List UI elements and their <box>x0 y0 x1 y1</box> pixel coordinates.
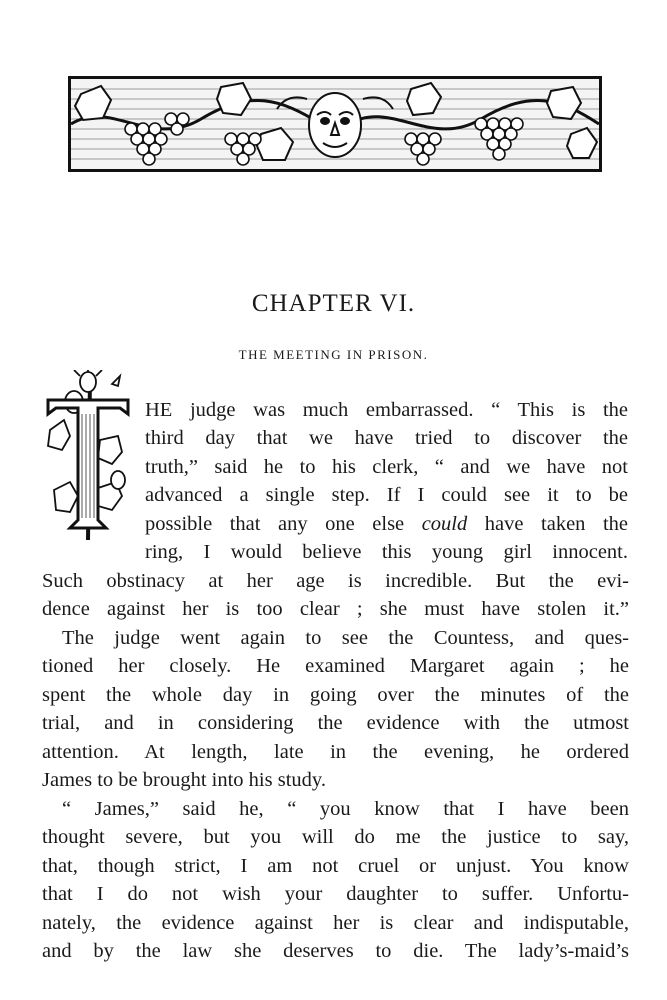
text-line: “ James,” said he, “ you know that I have been <box>62 798 629 820</box>
grape-vine-headpiece-illustration <box>68 76 602 172</box>
text-line: advanced a single step. If I could see it to be <box>145 484 628 506</box>
text-line: that I do not wish your daughter to suffer. Unfortu- <box>42 883 629 905</box>
chapter-subtitle: THE MEETING IN PRISON. <box>238 347 429 362</box>
text-line: truth,” said he to his clerk, “ and we have not <box>145 456 628 478</box>
text-line: attention. At length, late in the evening, he ordered <box>42 741 629 763</box>
text-line: that, though strict, I am not cruel or unjust. You know <box>42 855 629 877</box>
text-line: possible that any one else could have taken the <box>145 513 628 535</box>
text-line: and by the law she deserves to die. The lady’s-maid’s <box>42 940 629 962</box>
text-line: thought severe, but you will do me the justice to say, <box>42 826 629 848</box>
text-line: James to be brought into his study. <box>42 769 326 791</box>
text-line: HE judge was much embarrassed. “ This is the <box>145 399 628 421</box>
text-line: spent the whole day in going over the minutes of the <box>42 684 629 706</box>
text-line: ring, I would believe this young girl innocent. <box>145 541 628 563</box>
text-line: The judge went again to see the Countess, and ques- <box>62 627 629 649</box>
text-line: dence against her is too clear ; she must have stolen it.” <box>42 598 629 620</box>
text-line: nately, the evidence against her is clear and indisputable, <box>42 912 629 934</box>
emphasis-word: could <box>421 513 468 535</box>
thistle-initial-illustration <box>40 370 135 550</box>
headpiece-engraving <box>71 79 599 169</box>
chapter-heading: CHAPTER VI. <box>251 290 416 317</box>
text-line: tioned her closely. He examined Margaret again ; he <box>42 655 629 677</box>
text-line: trial, and in considering the evidence with the utmost <box>42 712 629 734</box>
decorated-drop-cap <box>40 370 135 550</box>
text-line: third day that we have tried to discover the <box>145 427 628 449</box>
text-line: Such obstinacy at her age is incredible. But the evi- <box>42 570 629 592</box>
